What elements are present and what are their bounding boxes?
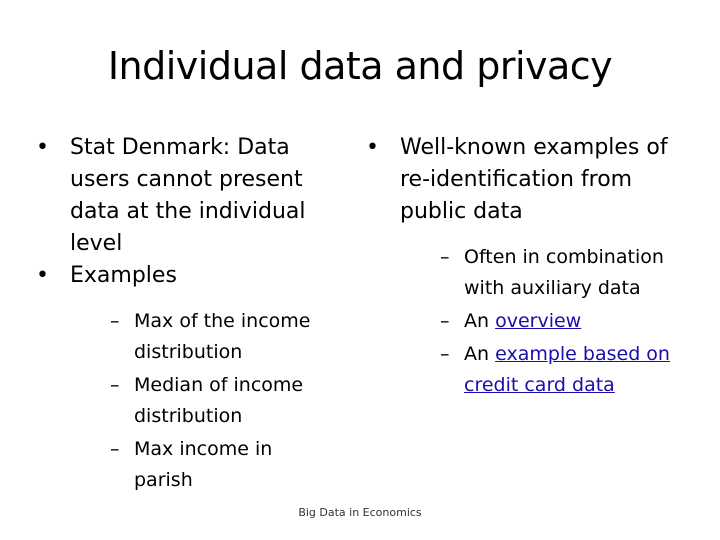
sub-bullet-overview [400, 306, 676, 337]
sub-bullet-text: Max of the income distribution [134, 310, 311, 363]
left-bullet-list [36, 132, 326, 496]
sub-bullet-text: Max income in parish [134, 438, 273, 491]
credit-card-example-link[interactable]: example based on credit card data [464, 343, 670, 396]
bullet-icon: • [366, 135, 379, 160]
bullet-stat-denmark [36, 132, 326, 260]
bullet-icon: • [36, 135, 49, 160]
bullet-reidentification [366, 132, 676, 401]
dash-icon: – [440, 310, 450, 332]
sub-bullet-auxiliary [400, 242, 676, 304]
sub-bullet-max-income [70, 306, 326, 368]
sub-bullet-prefix: An [464, 310, 496, 332]
dash-icon: – [110, 374, 120, 396]
sub-bullet-text: Median of income distribution [134, 374, 304, 427]
sub-bullet-parish-income [70, 434, 326, 496]
dash-icon: – [440, 246, 450, 268]
bullet-text: Stat Denmark: Data users cannot present data at the individual level [70, 135, 306, 256]
bullet-icon: • [36, 263, 49, 288]
right-column [366, 132, 676, 403]
bullet-examples [36, 260, 326, 496]
slide-footer: Big Data in Economics [298, 506, 422, 519]
examples-sublist [70, 306, 326, 496]
dash-icon: – [440, 343, 450, 365]
bullet-text: Examples [70, 263, 177, 288]
dash-icon: – [110, 310, 120, 332]
sub-bullet-median-income [70, 370, 326, 432]
sub-bullet-prefix: An [464, 343, 496, 365]
right-bullet-list [366, 132, 676, 401]
dash-icon: – [110, 438, 120, 460]
overview-link[interactable]: overview [495, 310, 582, 332]
sub-bullet-credit-card [400, 339, 676, 401]
bullet-text: Well-known examples of re-identification from public data [400, 135, 668, 224]
sub-bullet-text: Often in combination with auxiliary data [464, 246, 664, 299]
reidentification-sublist [400, 242, 676, 401]
left-column [36, 132, 326, 498]
slide-title: Individual data and privacy [107, 44, 613, 88]
